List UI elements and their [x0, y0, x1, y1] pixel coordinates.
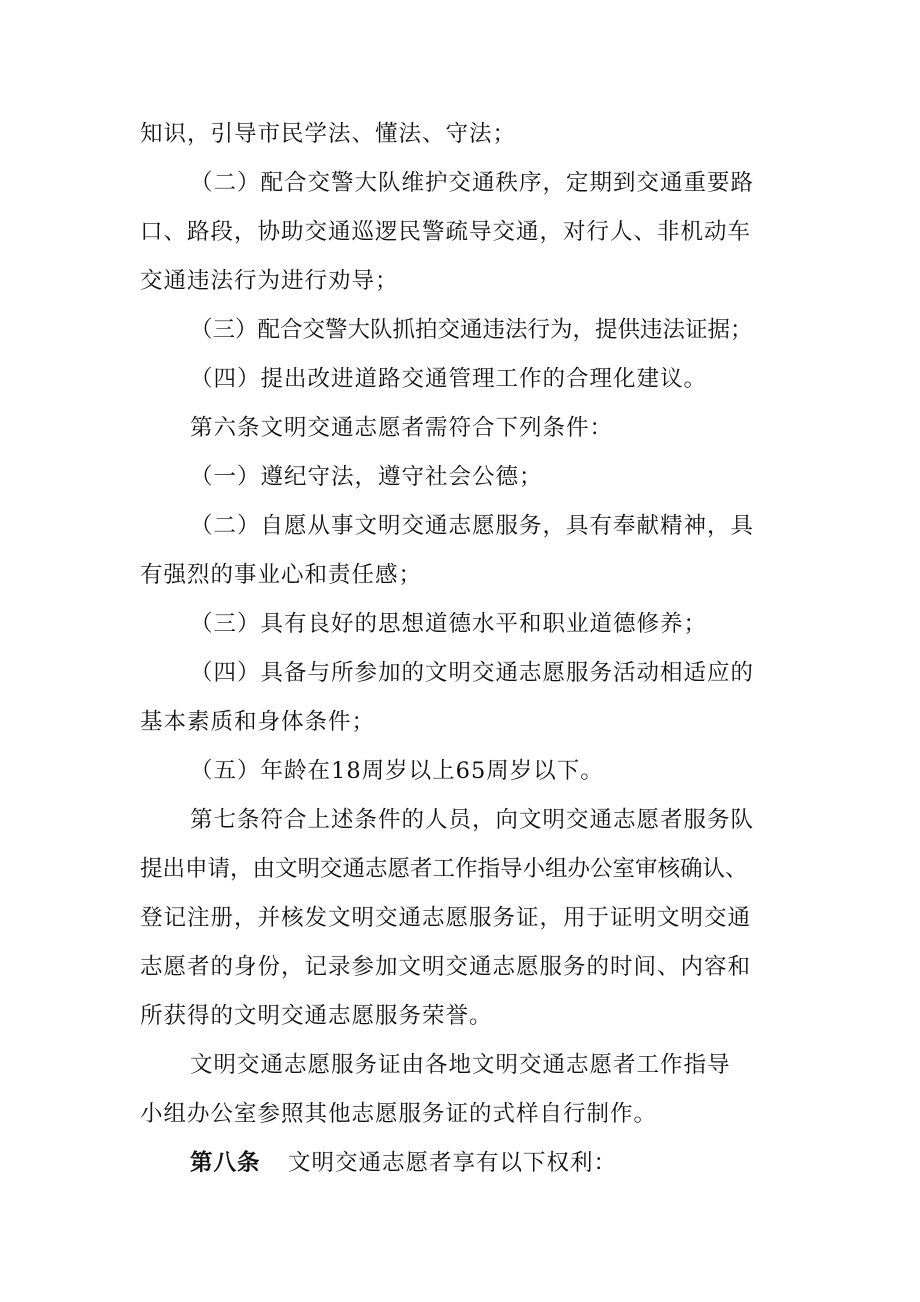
line-text: 口、路段，协助交通巡逻民警疏导交通，对行人、非机动车	[140, 219, 752, 245]
text-line	[0, 604, 920, 644]
line-text: （一）遵纪守法，遵守社会公德；	[190, 464, 543, 490]
text-line	[0, 702, 920, 742]
text-line	[0, 751, 920, 791]
line-text: 文明交通志愿服务证由各地文明交通志愿者工作指导	[190, 1052, 731, 1078]
article-8-text: 文明交通志愿者享有以下权利：	[288, 1150, 618, 1176]
text-line	[0, 555, 920, 595]
text-line	[0, 359, 920, 399]
text-line	[0, 898, 920, 938]
text-line	[0, 261, 920, 301]
line-text: 第七条符合上述条件的人员，向文明交通志愿者服务队	[190, 807, 755, 833]
line-text: （四）具备与所参加的文明交通志愿服务活动相适应的	[190, 660, 755, 686]
text-line	[0, 310, 920, 350]
text-line	[0, 1094, 920, 1134]
text-line	[0, 408, 920, 448]
text-line	[0, 849, 920, 889]
text-line	[0, 1045, 920, 1085]
line-text: （二）自愿从事文明交通志愿服务，具有奉献精神，具	[190, 513, 755, 539]
line-text: （三）具有良好的思想道德水平和职业道德修养；	[190, 611, 708, 637]
text-line	[0, 996, 920, 1036]
article-8-line	[0, 1143, 920, 1183]
line-text: 登记注册，并核发文明交通志愿服务证，用于证明文明交通	[140, 905, 752, 931]
text-line	[0, 114, 920, 154]
text-line	[0, 800, 920, 840]
text-line	[0, 457, 920, 497]
line-text: 知识，引导市民学法、懂法、守法；	[140, 121, 517, 147]
text-line	[0, 653, 920, 693]
line-text: （五）年龄在18周岁以上65周岁以下。	[190, 758, 604, 784]
line-text: 第六条文明交通志愿者需符合下列条件：	[190, 415, 614, 441]
line-text: 有强烈的事业心和责任感；	[140, 562, 423, 588]
line-text: 志愿者的身份，记录参加文明交通志愿服务的时间、内容和	[140, 954, 752, 980]
line-text: （四）提出改进道路交通管理工作的合理化建议。	[190, 366, 708, 392]
line-text: 小组办公室参照其他志愿服务证的式样自行制作。	[140, 1101, 658, 1127]
article-8-heading: 第八条	[190, 1150, 261, 1176]
line-text: （三）配合交警大队抓拍交通违法行为，提供违法证据；	[190, 317, 753, 343]
line-text: 基本素质和身体条件；	[140, 709, 376, 735]
line-text: 交通违法行为进行劝导；	[140, 268, 399, 294]
line-text: （二）配合交警大队维护交通秩序，定期到交通重要路	[190, 170, 755, 196]
text-line	[0, 947, 920, 987]
text-line	[0, 163, 920, 203]
text-line	[0, 506, 920, 546]
line-text: 提出申请，由文明交通志愿者工作指导小组办公室审核确认、	[140, 856, 748, 882]
line-text: 所获得的文明交通志愿服务荣誉。	[140, 1003, 493, 1029]
text-line	[0, 212, 920, 252]
